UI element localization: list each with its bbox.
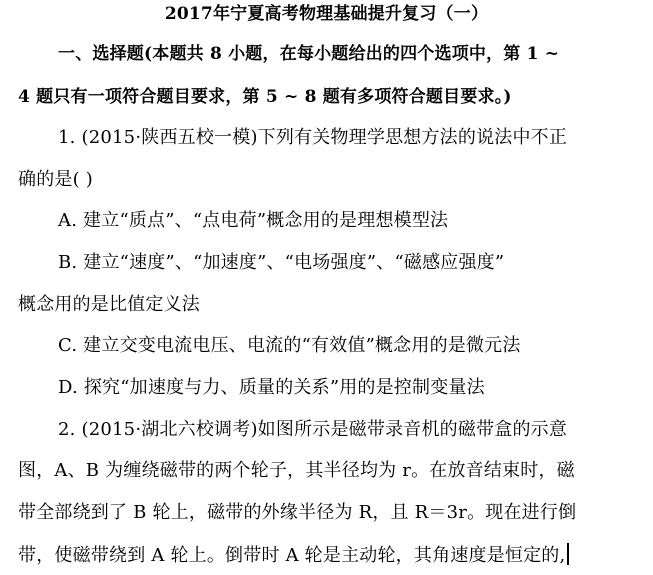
question-1-line-2: 确的是( ) xyxy=(18,169,93,190)
question-1-option-a: A. 建立“质点”、“点电荷”概念用的是理想模型法 xyxy=(58,210,449,231)
question-2-line-3: 带全部绕到了 B 轮上，磁带的外缘半径为 R，且 R＝3r。现在进行倒 xyxy=(18,502,577,523)
question-1-option-c: C. 建立交变电流电压、电流的“有效值”概念用的是微元法 xyxy=(58,335,521,356)
question-1-option-b-line-2: 概念用的是比值定义法 xyxy=(18,294,200,315)
section-heading-line-1: 一、选择题(本题共 8 小题，在每小题给出的四个选项中，第 1 ~ xyxy=(58,44,560,64)
question-2-line-4: 带，使磁带绕到 A 轮上。倒带时 A 轮是主动轮，其角速度是恒定的, xyxy=(18,545,566,566)
question-1-line-1: 1. (2015·陕西五校一模)下列有关物理学思想方法的说法中不正 xyxy=(58,127,568,148)
question-1-option-b-line-1: B. 建立“速度”、“加速度”、“电场强度”、“磁感应强度” xyxy=(58,252,505,273)
document-title: 2017年宁夏高考物理基础提升复习（一） xyxy=(164,4,489,24)
question-1-option-d: D. 探究“加速度与力、质量的关系”用的是控制变量法 xyxy=(58,377,485,398)
question-2-line-1: 2. (2015·湖北六校调考)如图所示是磁带录音机的磁带盒的示意 xyxy=(58,419,568,440)
text-cursor xyxy=(567,543,569,565)
section-heading-line-2: 4 题只有一项符合题目要求，第 5 ~ 8 题有多项符合题目要求。) xyxy=(18,87,512,107)
question-2-line-4-wrap xyxy=(18,543,569,568)
question-2-line-2: 图，A、B 为缠绕磁带的两个轮子，其半径均为 r。在放音结束时，磁 xyxy=(18,460,575,481)
